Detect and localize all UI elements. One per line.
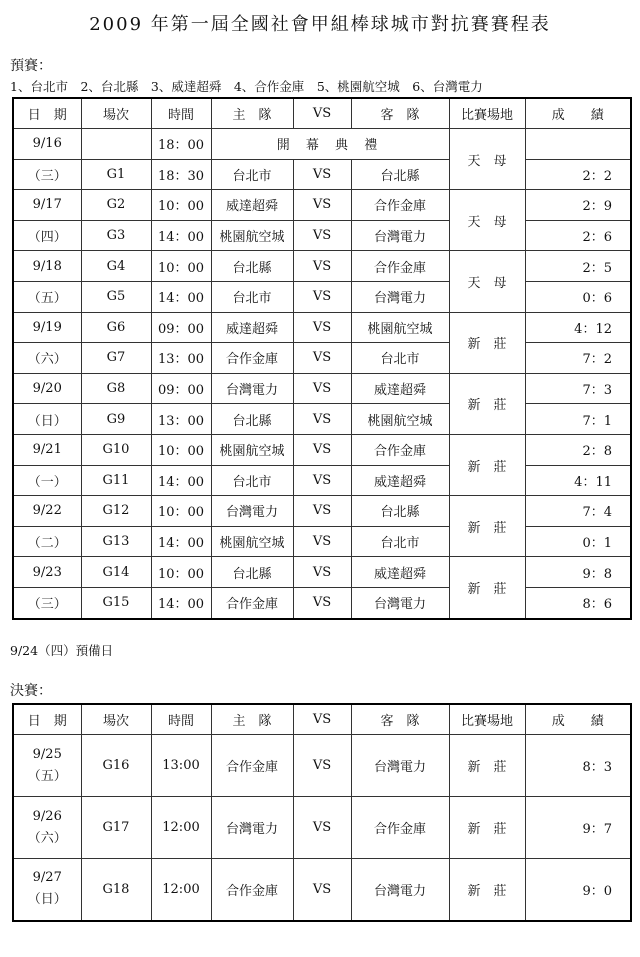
home-team-cell: 台北縣 bbox=[211, 404, 293, 435]
weekday-cell: （一） bbox=[13, 465, 81, 496]
game-cell: G16 bbox=[81, 735, 151, 797]
home-team-cell: 台北市 bbox=[211, 465, 293, 496]
header-vs: VS bbox=[293, 98, 351, 129]
score-cell: 9：8 bbox=[525, 557, 631, 588]
venue-cell: 新 莊 bbox=[449, 859, 525, 921]
away-team-cell: 合作金庫 bbox=[351, 251, 449, 282]
header-away: 客 隊 bbox=[351, 704, 449, 735]
weekday-cell: （四） bbox=[13, 220, 81, 251]
game-cell: G5 bbox=[81, 281, 151, 312]
time-cell: 13：00 bbox=[151, 343, 211, 374]
time-cell: 14：00 bbox=[151, 220, 211, 251]
header-home: 主 隊 bbox=[211, 704, 293, 735]
time-cell: 10：00 bbox=[151, 251, 211, 282]
score-cell bbox=[525, 129, 631, 160]
table-row bbox=[13, 434, 631, 465]
table-row bbox=[13, 220, 631, 251]
away-team-cell: 台北市 bbox=[351, 343, 449, 374]
time-cell: 09：00 bbox=[151, 312, 211, 343]
score-cell: 9：7 bbox=[525, 797, 631, 859]
score-cell: 2：9 bbox=[525, 190, 631, 221]
home-team-cell: 台灣電力 bbox=[211, 373, 293, 404]
table-row bbox=[13, 159, 631, 190]
date-cell bbox=[13, 797, 81, 859]
score-cell: 0：6 bbox=[525, 281, 631, 312]
game-cell: G15 bbox=[81, 587, 151, 618]
away-team-cell: 桃園航空城 bbox=[351, 312, 449, 343]
game-cell: G12 bbox=[81, 496, 151, 527]
score-cell: 2：5 bbox=[525, 251, 631, 282]
vs-cell: VS bbox=[293, 159, 351, 190]
table-row bbox=[13, 465, 631, 496]
table-row bbox=[13, 797, 631, 859]
time-cell: 14：00 bbox=[151, 587, 211, 618]
team-list: 1、台北市 2、台北縣 3、威達超舜 4、合作金庫 5、桃園航空城 6、台灣電力 bbox=[10, 79, 483, 94]
table-row bbox=[13, 190, 631, 221]
weekday-cell: （三） bbox=[13, 587, 81, 618]
vs-cell: VS bbox=[293, 434, 351, 465]
home-team-cell: 台北市 bbox=[211, 159, 293, 190]
game-cell: G9 bbox=[81, 404, 151, 435]
game-cell: G2 bbox=[81, 190, 151, 221]
prelim-header-row bbox=[13, 98, 631, 129]
page-title: 2009 年第一屆全國社會甲組棒球城市對抗賽賽程表 bbox=[89, 14, 551, 35]
date-cell: 9/17 bbox=[13, 190, 81, 221]
score-cell: 8：6 bbox=[525, 587, 631, 618]
home-team-cell: 桃園航空城 bbox=[211, 526, 293, 557]
weekday-value: （日） bbox=[27, 892, 67, 908]
date-cell bbox=[13, 859, 81, 921]
table-row bbox=[13, 312, 631, 343]
weekday-cell: （二） bbox=[13, 526, 81, 557]
away-team-cell: 威達超舜 bbox=[351, 373, 449, 404]
home-team-cell: 桃園航空城 bbox=[211, 434, 293, 465]
table-row bbox=[13, 404, 631, 435]
header-game: 場次 bbox=[81, 98, 151, 129]
header-score: 成 績 bbox=[525, 98, 631, 129]
table-row bbox=[13, 496, 631, 527]
away-team-cell: 台北縣 bbox=[351, 159, 449, 190]
header-score: 成 績 bbox=[525, 704, 631, 735]
header-away: 客 隊 bbox=[351, 98, 449, 129]
game-cell: G1 bbox=[81, 159, 151, 190]
home-team-cell: 合作金庫 bbox=[211, 343, 293, 374]
header-time: 時間 bbox=[151, 704, 211, 735]
weekday-cell: （五） bbox=[13, 281, 81, 312]
home-team-cell: 合作金庫 bbox=[211, 735, 293, 797]
venue-cell: 新 莊 bbox=[449, 735, 525, 797]
opening-ceremony-cell: 開 幕 典 禮 bbox=[211, 129, 449, 160]
date-cell: 9/16 bbox=[13, 129, 81, 160]
final-schedule-table bbox=[12, 703, 632, 922]
home-team-cell: 桃園航空城 bbox=[211, 220, 293, 251]
away-team-cell: 台灣電力 bbox=[351, 859, 449, 921]
score-cell: 7：1 bbox=[525, 404, 631, 435]
table-row bbox=[13, 129, 631, 160]
vs-cell: VS bbox=[293, 190, 351, 221]
vs-cell: VS bbox=[293, 343, 351, 374]
vs-cell: VS bbox=[293, 312, 351, 343]
away-team-cell: 台灣電力 bbox=[351, 220, 449, 251]
venue-cell: 新 莊 bbox=[449, 312, 525, 373]
game-cell: G7 bbox=[81, 343, 151, 374]
home-team-cell: 威達超舜 bbox=[211, 312, 293, 343]
venue-cell: 新 莊 bbox=[449, 373, 525, 434]
time-cell: 10：00 bbox=[151, 496, 211, 527]
prelim-schedule-table bbox=[12, 97, 632, 620]
date-cell: 9/22 bbox=[13, 496, 81, 527]
header-home: 主 隊 bbox=[211, 98, 293, 129]
venue-cell: 天 母 bbox=[449, 129, 525, 190]
score-cell: 2：8 bbox=[525, 434, 631, 465]
time-cell: 14：00 bbox=[151, 465, 211, 496]
away-team-cell: 台北市 bbox=[351, 526, 449, 557]
vs-cell: VS bbox=[293, 373, 351, 404]
final-label: 決賽： bbox=[10, 683, 52, 699]
header-time: 時間 bbox=[151, 98, 211, 129]
vs-cell: VS bbox=[293, 587, 351, 618]
table-row bbox=[13, 343, 631, 374]
table-row bbox=[13, 859, 631, 921]
time-cell: 13:00 bbox=[151, 735, 211, 797]
table-row bbox=[13, 557, 631, 588]
home-team-cell: 台灣電力 bbox=[211, 797, 293, 859]
game-cell: G11 bbox=[81, 465, 151, 496]
score-cell: 0：1 bbox=[525, 526, 631, 557]
prelim-label: 預賽： bbox=[10, 58, 52, 74]
date-value: 9/25 bbox=[32, 746, 62, 762]
home-team-cell: 台北縣 bbox=[211, 557, 293, 588]
table-row bbox=[13, 587, 631, 618]
header-game: 場次 bbox=[81, 704, 151, 735]
table-row bbox=[13, 526, 631, 557]
time-cell: 14：00 bbox=[151, 281, 211, 312]
date-value: 9/27 bbox=[32, 870, 62, 886]
away-team-cell: 台北縣 bbox=[351, 496, 449, 527]
vs-cell: VS bbox=[293, 251, 351, 282]
table-row bbox=[13, 251, 631, 282]
date-value: 9/26 bbox=[32, 808, 62, 824]
score-cell: 7：3 bbox=[525, 373, 631, 404]
score-cell: 2：6 bbox=[525, 220, 631, 251]
venue-cell: 新 莊 bbox=[449, 434, 525, 495]
header-date: 日 期 bbox=[13, 98, 81, 129]
game-cell: G10 bbox=[81, 434, 151, 465]
time-cell: 18：00 bbox=[151, 129, 211, 160]
score-cell: 7：4 bbox=[525, 496, 631, 527]
game-cell: G14 bbox=[81, 557, 151, 588]
date-cell bbox=[13, 735, 81, 797]
venue-cell: 天 母 bbox=[449, 251, 525, 312]
away-team-cell: 台灣電力 bbox=[351, 281, 449, 312]
venue-cell: 天 母 bbox=[449, 190, 525, 251]
vs-cell: VS bbox=[293, 859, 351, 921]
score-cell: 8：3 bbox=[525, 735, 631, 797]
date-cell: 9/21 bbox=[13, 434, 81, 465]
table-row bbox=[13, 281, 631, 312]
vs-cell: VS bbox=[293, 220, 351, 251]
away-team-cell: 合作金庫 bbox=[351, 190, 449, 221]
vs-cell: VS bbox=[293, 281, 351, 312]
time-cell: 10：00 bbox=[151, 190, 211, 221]
time-cell: 10：00 bbox=[151, 434, 211, 465]
vs-cell: VS bbox=[293, 465, 351, 496]
header-vs: VS bbox=[293, 704, 351, 735]
weekday-cell: （六） bbox=[13, 343, 81, 374]
score-cell: 7：2 bbox=[525, 343, 631, 374]
score-cell: 4：12 bbox=[525, 312, 631, 343]
score-cell: 2：2 bbox=[525, 159, 631, 190]
time-cell: 18：30 bbox=[151, 159, 211, 190]
weekday-cell: （日） bbox=[13, 404, 81, 435]
time-cell: 12:00 bbox=[151, 797, 211, 859]
header-date: 日 期 bbox=[13, 704, 81, 735]
time-cell: 10：00 bbox=[151, 557, 211, 588]
home-team-cell: 合作金庫 bbox=[211, 859, 293, 921]
home-team-cell: 合作金庫 bbox=[211, 587, 293, 618]
venue-cell: 新 莊 bbox=[449, 557, 525, 619]
vs-cell: VS bbox=[293, 404, 351, 435]
venue-cell: 新 莊 bbox=[449, 797, 525, 859]
away-team-cell: 台灣電力 bbox=[351, 735, 449, 797]
date-cell: 9/19 bbox=[13, 312, 81, 343]
home-team-cell: 台北市 bbox=[211, 281, 293, 312]
game-cell: G18 bbox=[81, 859, 151, 921]
game-cell: G8 bbox=[81, 373, 151, 404]
game-cell: G4 bbox=[81, 251, 151, 282]
vs-cell: VS bbox=[293, 557, 351, 588]
weekday-value: （六） bbox=[27, 830, 67, 846]
table-row bbox=[13, 735, 631, 797]
date-cell: 9/20 bbox=[13, 373, 81, 404]
game-cell: G17 bbox=[81, 797, 151, 859]
header-venue: 比賽場地 bbox=[449, 98, 525, 129]
weekday-value: （五） bbox=[27, 768, 67, 784]
vs-cell: VS bbox=[293, 797, 351, 859]
game-cell: G3 bbox=[81, 220, 151, 251]
away-team-cell: 合作金庫 bbox=[351, 797, 449, 859]
time-cell: 13：00 bbox=[151, 404, 211, 435]
away-team-cell: 桃園航空城 bbox=[351, 404, 449, 435]
date-cell: 9/23 bbox=[13, 557, 81, 588]
time-cell: 09：00 bbox=[151, 373, 211, 404]
game-cell: G6 bbox=[81, 312, 151, 343]
venue-cell: 新 莊 bbox=[449, 496, 525, 557]
home-team-cell: 台北縣 bbox=[211, 251, 293, 282]
table-row bbox=[13, 373, 631, 404]
game-cell: G13 bbox=[81, 526, 151, 557]
weekday-cell: （三） bbox=[13, 159, 81, 190]
score-cell: 4：11 bbox=[525, 465, 631, 496]
away-team-cell: 威達超舜 bbox=[351, 465, 449, 496]
date-cell: 9/18 bbox=[13, 251, 81, 282]
home-team-cell: 威達超舜 bbox=[211, 190, 293, 221]
time-cell: 12:00 bbox=[151, 859, 211, 921]
score-cell: 9：0 bbox=[525, 859, 631, 921]
game-cell bbox=[81, 129, 151, 160]
away-team-cell: 合作金庫 bbox=[351, 434, 449, 465]
reserve-day-note: 9/24（四）預備日 bbox=[10, 643, 114, 658]
away-team-cell: 台灣電力 bbox=[351, 587, 449, 618]
header-venue: 比賽場地 bbox=[449, 704, 525, 735]
home-team-cell: 台灣電力 bbox=[211, 496, 293, 527]
final-header-row bbox=[13, 704, 631, 735]
vs-cell: VS bbox=[293, 735, 351, 797]
vs-cell: VS bbox=[293, 526, 351, 557]
away-team-cell: 威達超舜 bbox=[351, 557, 449, 588]
vs-cell: VS bbox=[293, 496, 351, 527]
time-cell: 14：00 bbox=[151, 526, 211, 557]
